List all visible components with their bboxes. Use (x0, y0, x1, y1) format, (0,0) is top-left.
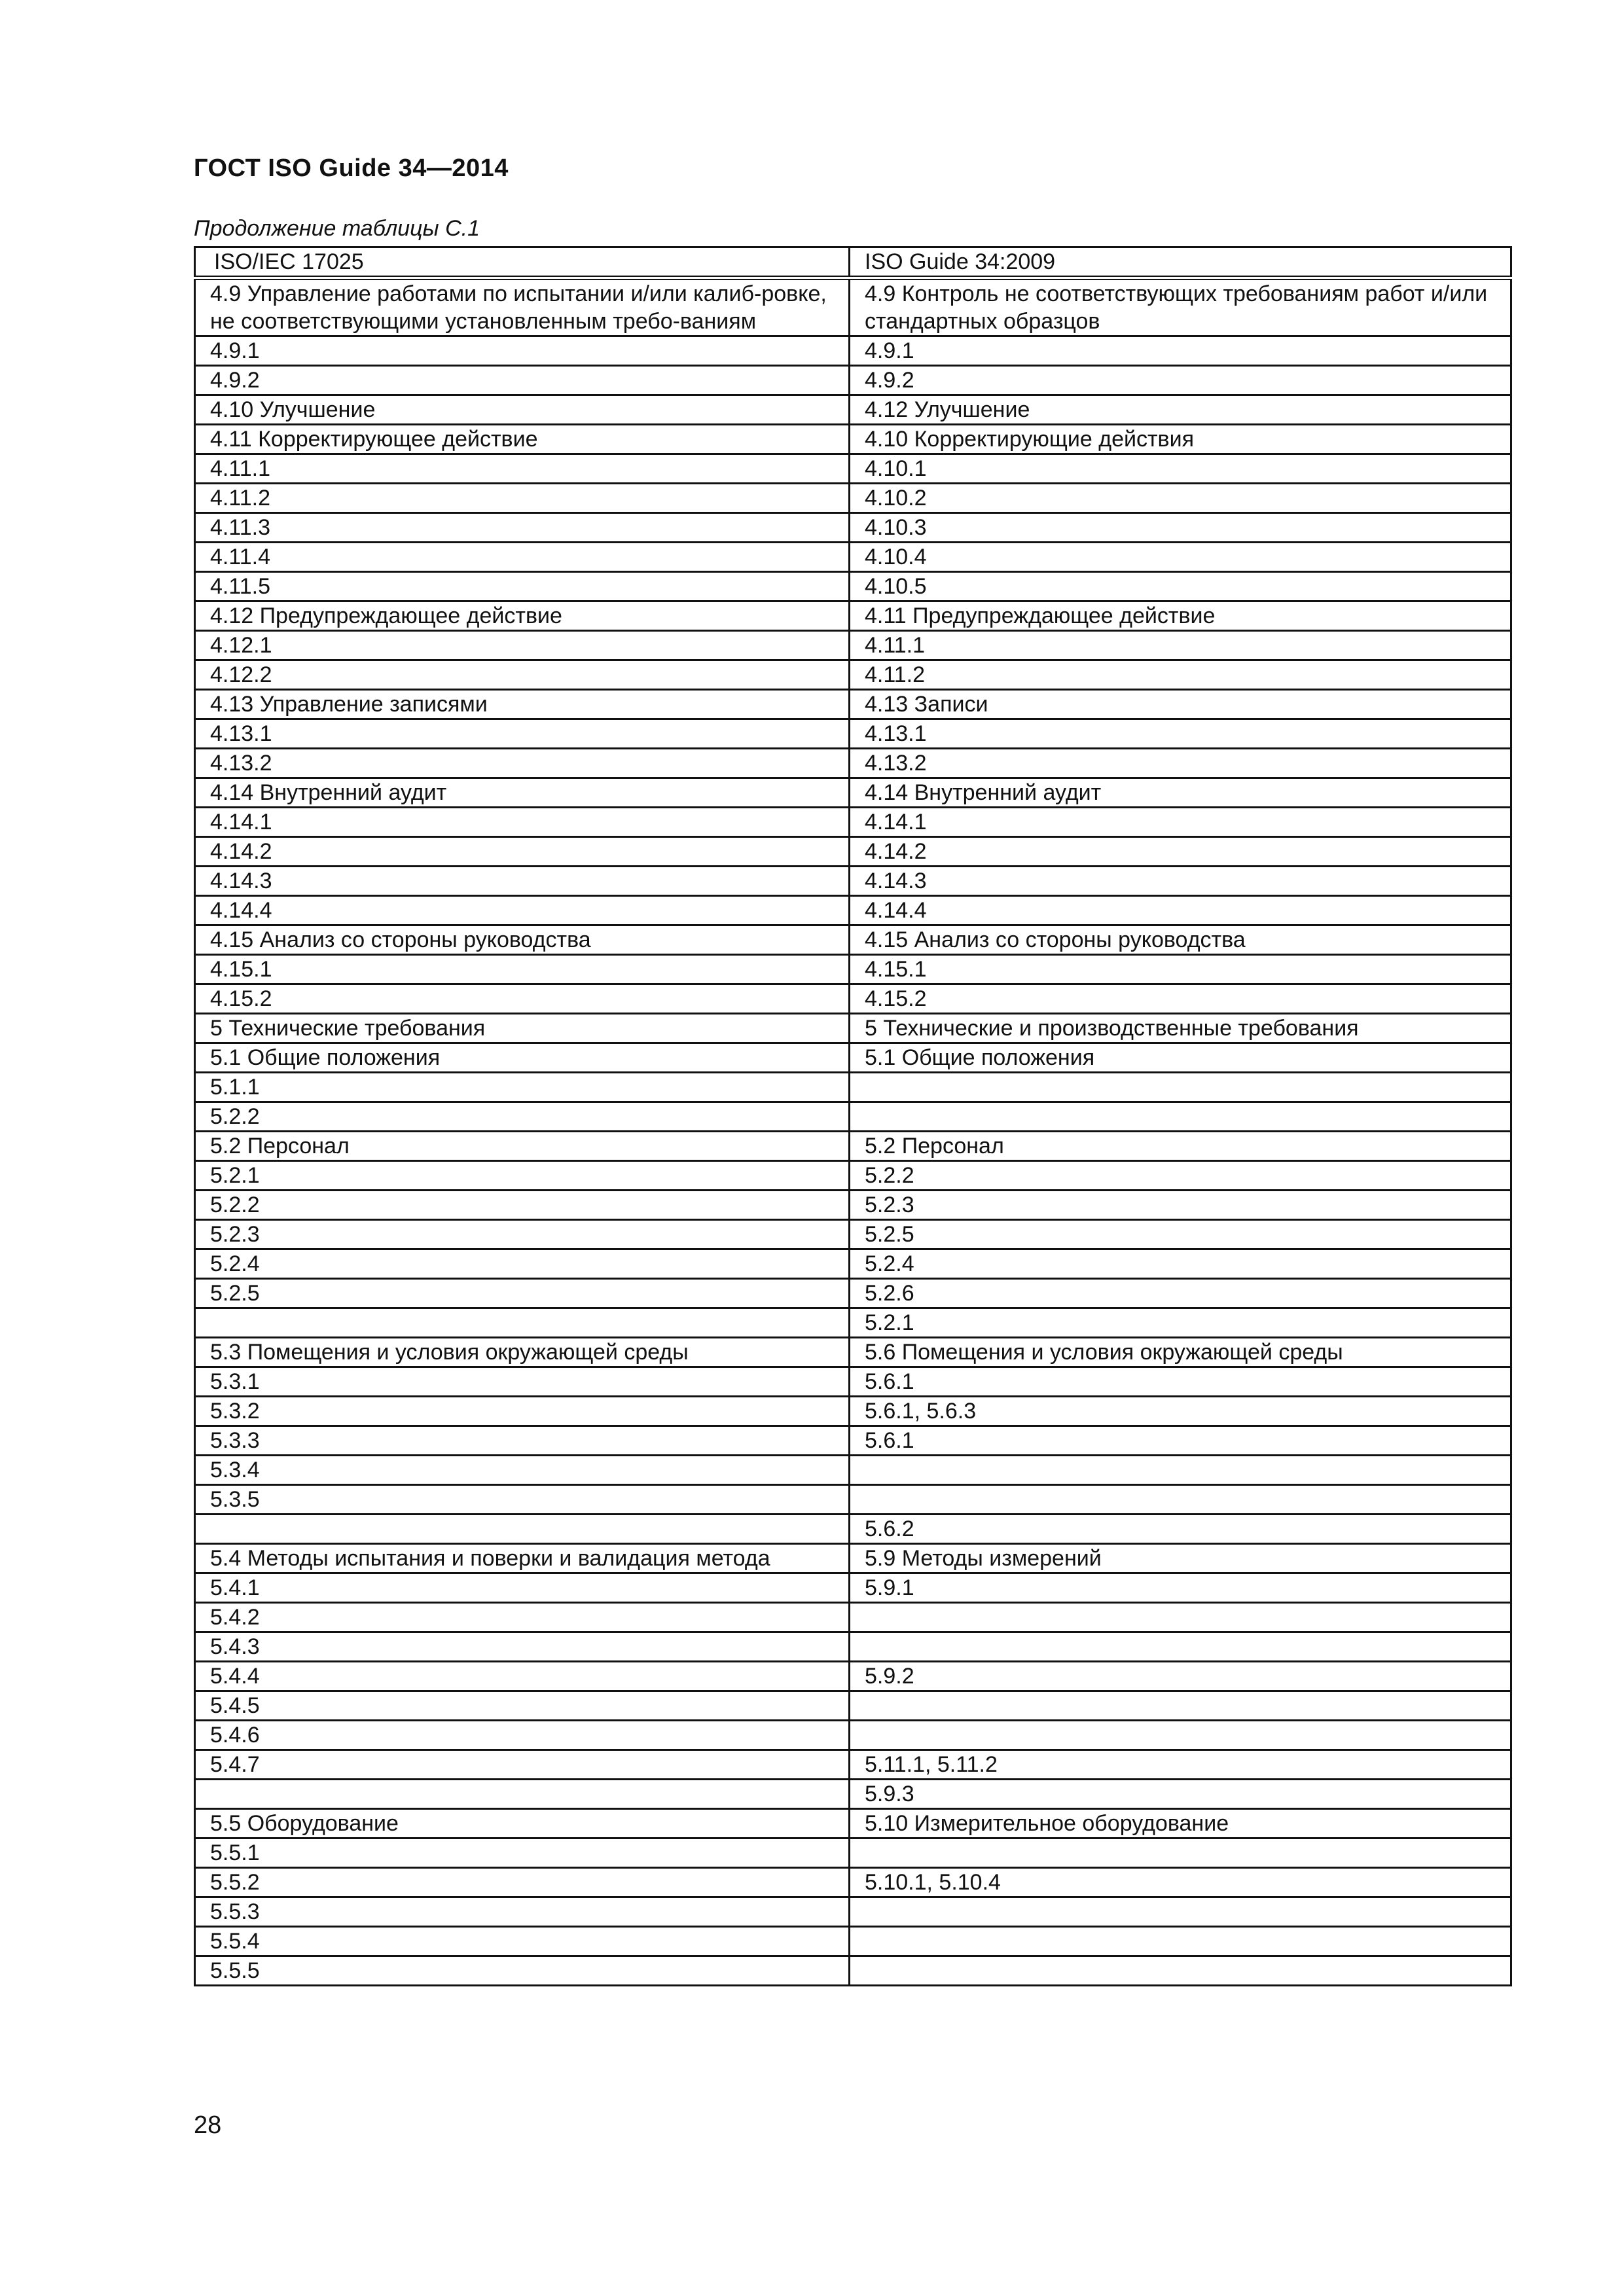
cell-iso-guide-34 (850, 1102, 1511, 1132)
cell-iso-guide-34: 5.6.1, 5.6.3 (850, 1397, 1511, 1426)
cell-iso-iec-17025: 5.4.3 (195, 1632, 850, 1662)
table-row (195, 1043, 1511, 1073)
cell-iso-guide-34: 5.9.3 (850, 1780, 1511, 1809)
column-header-iso-iec-17025: ISO/IEC 17025 (195, 247, 850, 278)
cell-iso-guide-34: 4.10.3 (850, 513, 1511, 543)
cell-iso-guide-34: 4.14.4 (850, 896, 1511, 925)
cell-iso-iec-17025: 5.4.5 (195, 1691, 850, 1721)
cell-iso-guide-34 (850, 1721, 1511, 1750)
table-row (195, 837, 1511, 867)
table-row (195, 1544, 1511, 1573)
table-row (195, 1014, 1511, 1043)
table-row (195, 336, 1511, 366)
table-row (195, 984, 1511, 1014)
table-row (195, 1868, 1511, 1897)
cell-iso-guide-34: 4.13.1 (850, 719, 1511, 749)
table-row (195, 1662, 1511, 1691)
table-row (195, 1249, 1511, 1279)
table-row (195, 1367, 1511, 1397)
cell-iso-iec-17025: 5.4 Методы испытания и поверки и валидация метода (195, 1544, 850, 1573)
table-row (195, 1220, 1511, 1249)
cell-iso-guide-34: 5.2.5 (850, 1220, 1511, 1249)
cell-iso-guide-34: 4.10.2 (850, 484, 1511, 513)
table-row (195, 1780, 1511, 1809)
cell-iso-iec-17025: 4.11 Корректирующее действие (195, 425, 850, 454)
cell-iso-iec-17025: 5.3.1 (195, 1367, 850, 1397)
table-row (195, 1632, 1511, 1662)
cell-iso-guide-34: 4.10.5 (850, 572, 1511, 601)
cell-iso-iec-17025 (195, 1515, 850, 1544)
cell-iso-guide-34 (850, 1073, 1511, 1102)
cell-iso-guide-34 (850, 1632, 1511, 1662)
cell-iso-guide-34: 4.13.2 (850, 749, 1511, 778)
cell-iso-guide-34: 5.11.1, 5.11.2 (850, 1750, 1511, 1780)
cell-iso-iec-17025: 5.3.5 (195, 1485, 850, 1515)
cell-iso-guide-34 (850, 1956, 1511, 1986)
cell-iso-iec-17025: 5.3.4 (195, 1456, 850, 1485)
table-row (195, 543, 1511, 572)
cell-iso-guide-34 (850, 1456, 1511, 1485)
cell-iso-iec-17025: 4.14.4 (195, 896, 850, 925)
cell-iso-iec-17025 (195, 1780, 850, 1809)
cell-iso-iec-17025: 5.3.3 (195, 1426, 850, 1456)
cell-iso-guide-34: 5.10 Измерительное оборудование (850, 1809, 1511, 1839)
cell-iso-iec-17025: 5.2.1 (195, 1161, 850, 1191)
cell-iso-iec-17025: 4.9 Управление работами по испытании и/или калиб-ровке, не соответствующими установленным требо-ваниям (195, 278, 850, 336)
cell-iso-guide-34 (850, 1691, 1511, 1721)
cell-iso-guide-34: 4.14.1 (850, 808, 1511, 837)
cell-iso-iec-17025: 4.9.1 (195, 336, 850, 366)
cell-iso-iec-17025: 4.15.1 (195, 955, 850, 984)
table-row (195, 1809, 1511, 1839)
cell-iso-iec-17025: 4.12.2 (195, 660, 850, 690)
cell-iso-iec-17025: 4.11.4 (195, 543, 850, 572)
table-row (195, 925, 1511, 955)
table-row (195, 1515, 1511, 1544)
cell-iso-guide-34 (850, 1485, 1511, 1515)
table-row (195, 1721, 1511, 1750)
cell-iso-guide-34: 4.11 Предупреждающее действие (850, 601, 1511, 631)
table-row (195, 1397, 1511, 1426)
cell-iso-guide-34: 4.14.2 (850, 837, 1511, 867)
cell-iso-guide-34 (850, 1839, 1511, 1868)
cell-iso-iec-17025: 5.4.7 (195, 1750, 850, 1780)
cell-iso-guide-34: 4.13 Записи (850, 690, 1511, 719)
cell-iso-iec-17025: 5.1.1 (195, 1073, 850, 1102)
cell-iso-iec-17025: 5.2.5 (195, 1279, 850, 1308)
table-row (195, 1426, 1511, 1456)
cell-iso-guide-34: 4.11.1 (850, 631, 1511, 660)
cell-iso-iec-17025: 4.14.3 (195, 867, 850, 896)
cell-iso-guide-34 (850, 1897, 1511, 1927)
table-row (195, 749, 1511, 778)
cell-iso-guide-34 (850, 1603, 1511, 1632)
table-row (195, 601, 1511, 631)
cell-iso-guide-34: 4.14.3 (850, 867, 1511, 896)
table-row (195, 454, 1511, 484)
cell-iso-iec-17025: 4.15.2 (195, 984, 850, 1014)
table-row (195, 366, 1511, 395)
cell-iso-guide-34: 4.15.1 (850, 955, 1511, 984)
cell-iso-guide-34: 4.10.1 (850, 454, 1511, 484)
table-row (195, 572, 1511, 601)
cell-iso-guide-34: 4.9.2 (850, 366, 1511, 395)
table-row (195, 778, 1511, 808)
table-row (195, 425, 1511, 454)
cell-iso-iec-17025: 5.4.1 (195, 1573, 850, 1603)
document-header: ГОСТ ISO Guide 34—2014 (194, 154, 509, 182)
cell-iso-iec-17025: 5.5.3 (195, 1897, 850, 1927)
cell-iso-iec-17025: 5.3 Помещения и условия окружающей среды (195, 1338, 850, 1367)
cell-iso-iec-17025: 4.12.1 (195, 631, 850, 660)
cell-iso-iec-17025: 5.5.4 (195, 1927, 850, 1956)
cell-iso-guide-34: 4.9 Контроль не соответствующих требованиям работ и/или стандартных образцов (850, 278, 1511, 336)
cell-iso-guide-34: 4.15 Анализ со стороны руководства (850, 925, 1511, 955)
table-row (195, 395, 1511, 425)
table-row (195, 1456, 1511, 1485)
cell-iso-guide-34: 5.10.1, 5.10.4 (850, 1868, 1511, 1897)
table-row (195, 1161, 1511, 1191)
cell-iso-guide-34: 5.2.3 (850, 1191, 1511, 1220)
table-row (195, 896, 1511, 925)
cell-iso-guide-34 (850, 1927, 1511, 1956)
cell-iso-iec-17025: 5.5.1 (195, 1839, 850, 1868)
table-row (195, 1308, 1511, 1338)
cell-iso-guide-34: 4.11.2 (850, 660, 1511, 690)
cell-iso-iec-17025: 5.4.2 (195, 1603, 850, 1632)
column-header-iso-guide-34: ISO Guide 34:2009 (850, 247, 1511, 278)
table-row (195, 808, 1511, 837)
cell-iso-iec-17025: 5.3.2 (195, 1397, 850, 1426)
cell-iso-iec-17025: 5.1 Общие положения (195, 1043, 850, 1073)
table-row (195, 660, 1511, 690)
cell-iso-guide-34: 5.2.2 (850, 1161, 1511, 1191)
table-row (195, 1102, 1511, 1132)
cell-iso-guide-34: 4.15.2 (850, 984, 1511, 1014)
table-row (195, 955, 1511, 984)
cell-iso-iec-17025: 4.13 Управление записями (195, 690, 850, 719)
cell-iso-guide-34: 5.1 Общие положения (850, 1043, 1511, 1073)
cell-iso-iec-17025: 5.5.2 (195, 1868, 850, 1897)
cell-iso-iec-17025: 5.5 Оборудование (195, 1809, 850, 1839)
table-row (195, 719, 1511, 749)
table-row (195, 1839, 1511, 1868)
cell-iso-iec-17025: 4.12 Предупреждающее действие (195, 601, 850, 631)
cell-iso-iec-17025: 5.2.2 (195, 1102, 850, 1132)
cell-iso-guide-34: 5.9 Методы измерений (850, 1544, 1511, 1573)
cell-iso-iec-17025: 5.2 Персонал (195, 1132, 850, 1161)
cell-iso-guide-34: 5.6.2 (850, 1515, 1511, 1544)
table-row (195, 1132, 1511, 1161)
cell-iso-iec-17025: 4.11.2 (195, 484, 850, 513)
cell-iso-guide-34: 5.2.1 (850, 1308, 1511, 1338)
table-row (195, 484, 1511, 513)
table-row (195, 513, 1511, 543)
cell-iso-guide-34: 5.9.1 (850, 1573, 1511, 1603)
comparison-table (194, 246, 1512, 1986)
table-row (195, 1573, 1511, 1603)
cell-iso-iec-17025: 4.10 Улучшение (195, 395, 850, 425)
cell-iso-iec-17025: 5.2.4 (195, 1249, 850, 1279)
cell-iso-iec-17025: 5.2.3 (195, 1220, 850, 1249)
cell-iso-iec-17025: 5 Технические требования (195, 1014, 850, 1043)
cell-iso-guide-34: 5.6 Помещения и условия окружающей среды (850, 1338, 1511, 1367)
cell-iso-iec-17025: 5.2.2 (195, 1191, 850, 1220)
cell-iso-iec-17025: 4.14.1 (195, 808, 850, 837)
table-row (195, 1927, 1511, 1956)
table-row (195, 690, 1511, 719)
cell-iso-iec-17025: 4.13.2 (195, 749, 850, 778)
table-row (195, 1691, 1511, 1721)
cell-iso-guide-34: 4.14 Внутренний аудит (850, 778, 1511, 808)
cell-iso-iec-17025: 4.14 Внутренний аудит (195, 778, 850, 808)
cell-iso-guide-34: 5.2.4 (850, 1249, 1511, 1279)
cell-iso-guide-34: 5.6.1 (850, 1367, 1511, 1397)
table-row (195, 1485, 1511, 1515)
cell-iso-guide-34: 5.2.6 (850, 1279, 1511, 1308)
cell-iso-guide-34: 5.9.2 (850, 1662, 1511, 1691)
table-caption: Продолжение таблицы С.1 (194, 216, 480, 241)
table-row (195, 278, 1511, 336)
cell-iso-guide-34: 4.12 Улучшение (850, 395, 1511, 425)
table-row (195, 867, 1511, 896)
cell-iso-iec-17025: 4.13.1 (195, 719, 850, 749)
cell-iso-guide-34: 4.10 Корректирующие действия (850, 425, 1511, 454)
cell-iso-guide-34: 5.6.1 (850, 1426, 1511, 1456)
cell-iso-iec-17025: 4.11.5 (195, 572, 850, 601)
table-row (195, 1338, 1511, 1367)
table-row (195, 1750, 1511, 1780)
cell-iso-guide-34: 4.9.1 (850, 336, 1511, 366)
cell-iso-guide-34: 5.2 Персонал (850, 1132, 1511, 1161)
cell-iso-guide-34: 4.10.4 (850, 543, 1511, 572)
cell-iso-iec-17025: 5.4.4 (195, 1662, 850, 1691)
cell-iso-iec-17025: 4.15 Анализ со стороны руководства (195, 925, 850, 955)
cell-iso-iec-17025: 5.4.6 (195, 1721, 850, 1750)
cell-iso-iec-17025: 4.11.1 (195, 454, 850, 484)
table-row (195, 1191, 1511, 1220)
table-row (195, 1603, 1511, 1632)
cell-iso-iec-17025: 5.5.5 (195, 1956, 850, 1986)
cell-iso-iec-17025 (195, 1308, 850, 1338)
cell-iso-iec-17025: 4.9.2 (195, 366, 850, 395)
table-row (195, 1897, 1511, 1927)
table-row (195, 631, 1511, 660)
table-row (195, 1956, 1511, 1986)
cell-iso-iec-17025: 4.11.3 (195, 513, 850, 543)
table-header-row (195, 247, 1511, 278)
table-row (195, 1073, 1511, 1102)
page-number: 28 (194, 2111, 222, 2139)
cell-iso-guide-34: 5 Технические и производственные требования (850, 1014, 1511, 1043)
cell-iso-iec-17025: 4.14.2 (195, 837, 850, 867)
table-body (195, 278, 1511, 1986)
table-row (195, 1279, 1511, 1308)
